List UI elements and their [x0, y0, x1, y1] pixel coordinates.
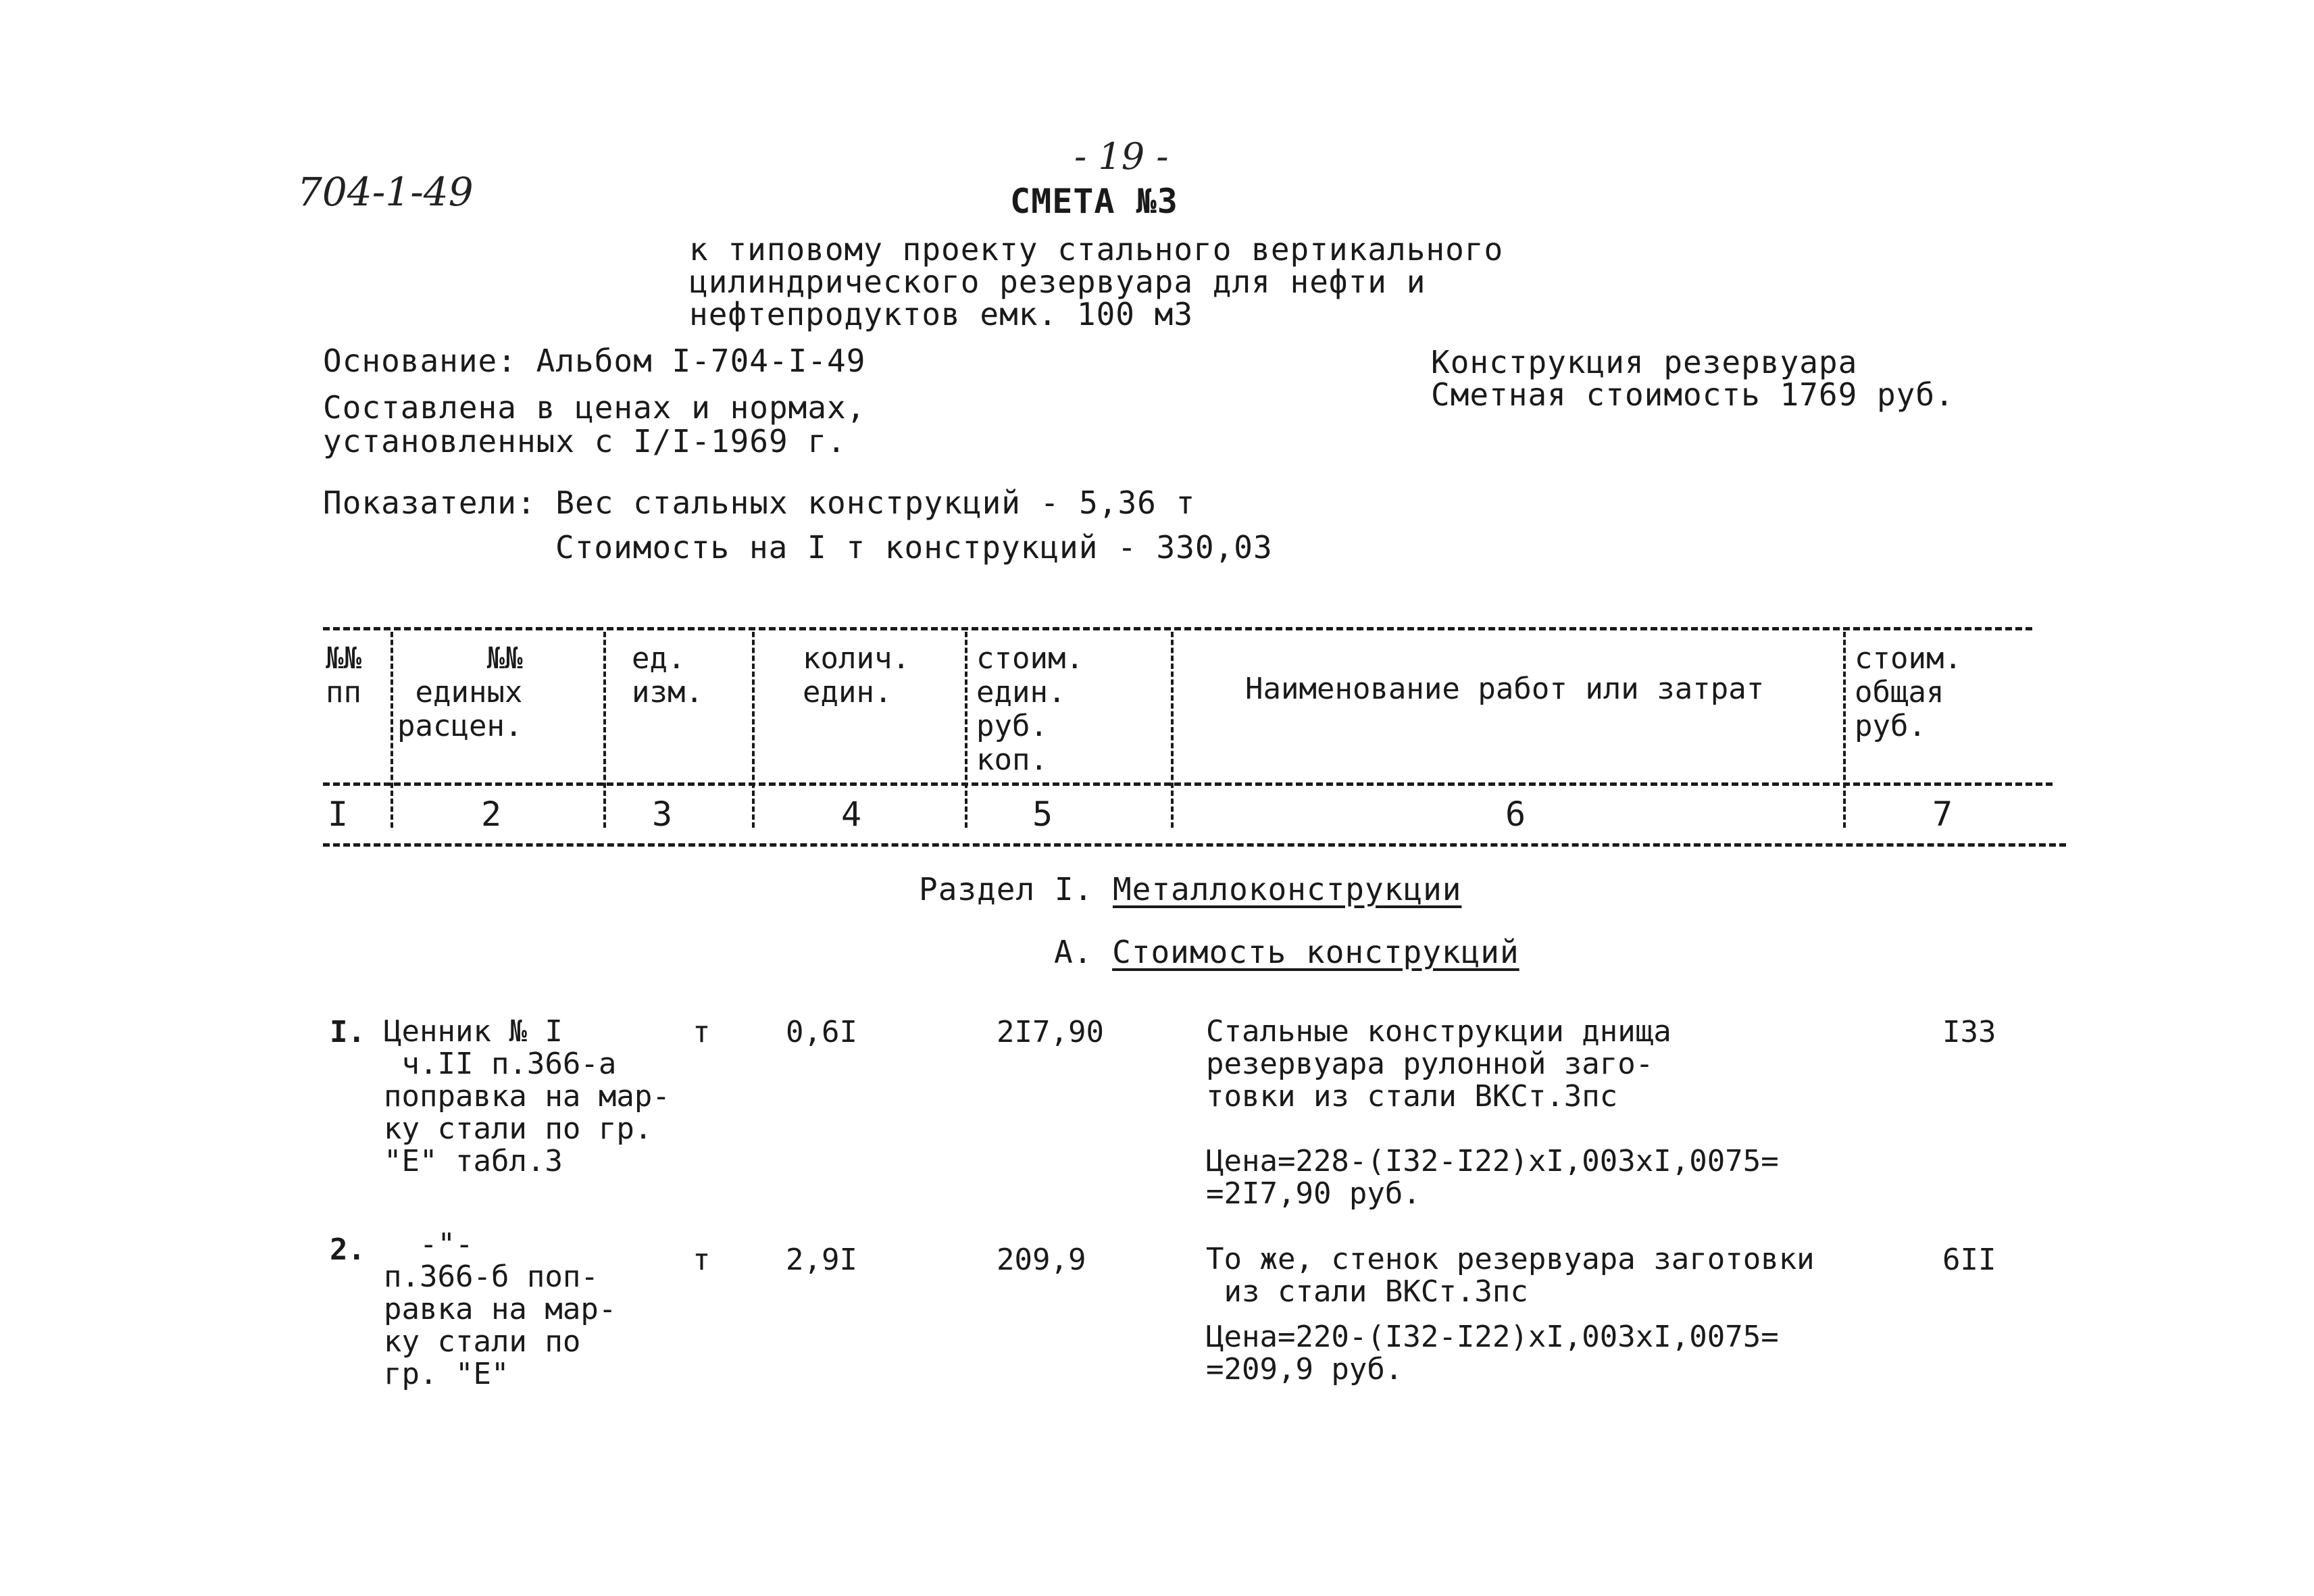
column-number: 5	[1032, 795, 1053, 834]
section-name: Металлоконструкции	[1112, 871, 1462, 907]
column-divider	[391, 632, 393, 828]
indicator-cost-per-ton: Стоимость на I т конструкций - 330,03	[555, 529, 1273, 566]
column-divider	[1843, 632, 1846, 828]
row-unit: т	[693, 1015, 711, 1049]
table-numbers-rule	[323, 843, 2066, 847]
row-work-name: Стальные конструкции днища резервуара рулонной заго- товки из стали ВКСт.3пс	[1206, 1014, 1671, 1114]
column-number: 6	[1505, 795, 1526, 834]
subsection-name: Стоимость конструкций	[1112, 934, 1519, 970]
column-header-total-cost: стоим. общая руб.	[1855, 641, 1962, 743]
column-number: 7	[1932, 795, 1953, 834]
row-rate-reference: -"- п.366-б поп- равка на мар- ку стали по гр. "Е"	[384, 1227, 617, 1391]
row-price-formula: Цена=228-(I32-I22)хI,003хI,0075= =2I7,90 руб.	[1206, 1144, 1779, 1211]
section-prefix: Раздел I.	[919, 871, 1094, 907]
row-number: 2.	[330, 1232, 366, 1267]
row-rate-reference: Ценник № I ч.II п.366-а поправка на мар- ку стали по гр. "Е" табл.3	[384, 1014, 670, 1178]
document-code-handwritten: 704-1-49	[297, 169, 474, 215]
section-title	[919, 872, 1461, 907]
column-divider	[1171, 632, 1174, 828]
column-divider	[965, 632, 967, 828]
column-header-number: №№ пп	[326, 641, 361, 709]
estimate-title: СМЕТА №3	[1010, 182, 1178, 221]
row-unit: т	[693, 1243, 711, 1277]
column-number: 2	[481, 795, 502, 834]
column-number: 4	[841, 795, 862, 834]
estimate-subtitle: к типовому проекту стального вертикального цилиндрического резервуара для нефти и нефтепродуктов емк. 100 м3	[689, 231, 1504, 332]
row-unit-price: 2I7,90	[997, 1015, 1104, 1049]
column-header-quantity: колич. един.	[803, 641, 910, 709]
basis-line: Основание: Альбом I-704-I-49	[323, 343, 866, 379]
estimated-cost: Сметная стоимость 1769 руб.	[1431, 376, 1955, 413]
row-quantity: 2,9I	[786, 1243, 857, 1277]
column-header-unit: ед. изм.	[632, 641, 703, 709]
column-divider	[603, 632, 606, 828]
column-divider	[752, 632, 755, 828]
row-quantity: 0,6I	[786, 1015, 857, 1049]
column-number: 3	[652, 795, 673, 834]
row-total: 6II	[1942, 1243, 1996, 1277]
row-total: I33	[1942, 1015, 1996, 1049]
subsection-prefix: А.	[1054, 934, 1093, 970]
row-price-formula: Цена=220-(I32-I22)хI,003хI,0075= =209,9 руб.	[1206, 1320, 1779, 1387]
row-unit-price: 209,9	[997, 1243, 1086, 1277]
row-work-name: То же, стенок резервуара заготовки из стали ВКСт.3пс	[1206, 1242, 1815, 1309]
table-top-rule	[323, 627, 2032, 630]
column-header-unit-cost: стоим. един. руб. коп.	[976, 641, 1084, 777]
row-number: I.	[330, 1015, 366, 1049]
subsection-title	[1054, 934, 1519, 970]
table-header-rule	[323, 782, 2053, 786]
column-header-work-name: Наименование работ или затрат	[1245, 672, 1765, 706]
column-number: I	[328, 795, 349, 834]
page-number-handwritten: - 19 -	[1074, 135, 1169, 178]
prices-note: Составлена в ценах и нормах, установленных с I/I-1969 г.	[323, 389, 866, 459]
construction-title: Конструкция резервуара	[1431, 344, 1858, 380]
column-header-rate: №№ единых расцен.	[397, 641, 523, 743]
indicator-weight: Показатели: Вес стальных конструкций - 5,36 т	[323, 484, 1196, 521]
